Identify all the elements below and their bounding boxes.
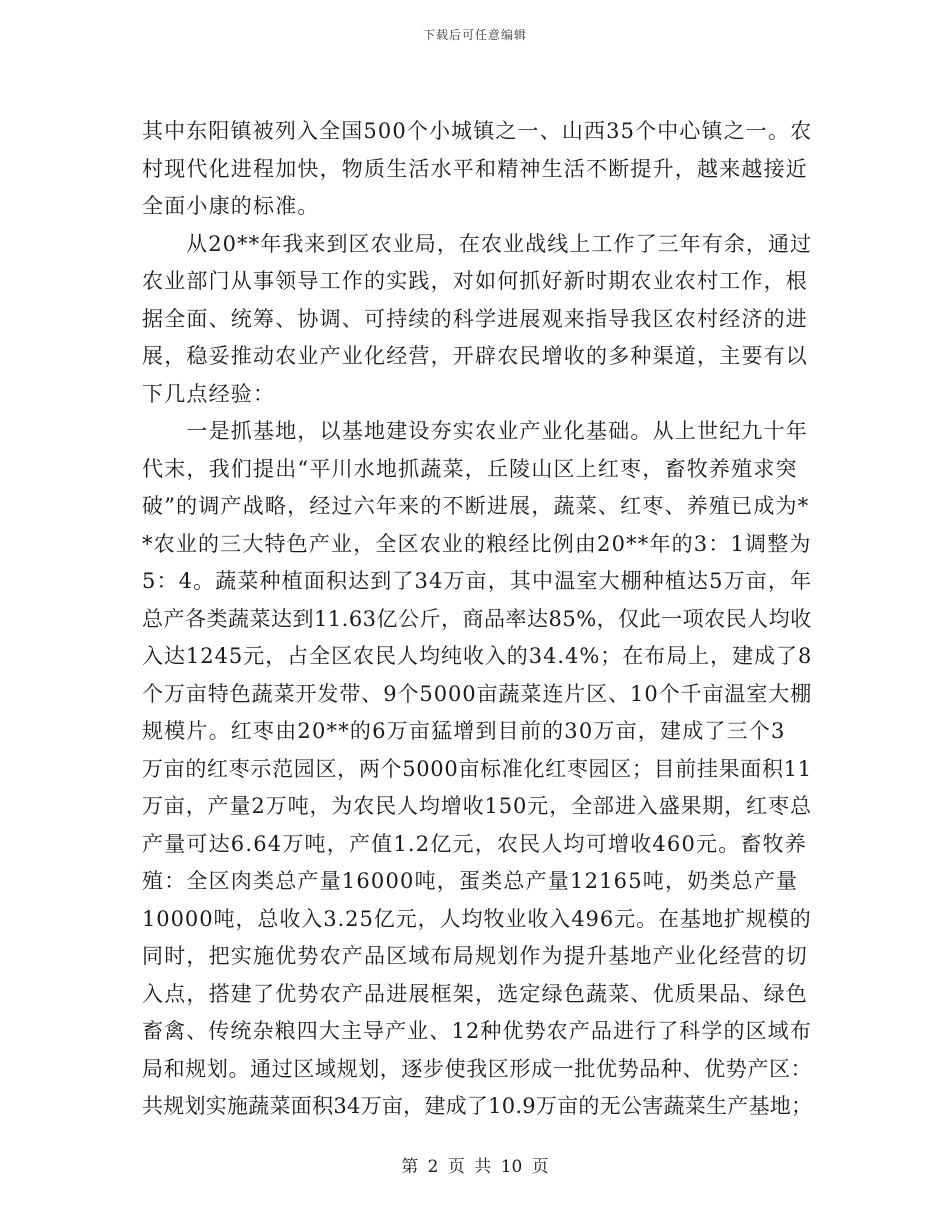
text-line: 入达1245元，占全区农民人均纯收入的34.4%；在布局上，建成了8 bbox=[142, 644, 813, 668]
text-line: 万亩，产量2万吨，为农民人均增收150元，全部进入盛果期，红枣总 bbox=[142, 794, 812, 818]
text-line: 畜禽、传统杂粮四大主导产业、12种优势农产品进行了科学的区域布 bbox=[142, 1019, 812, 1043]
text-line: 产量可达6.64万吨，产值1.2亿元，农民人均可增收460元。畜牧养 bbox=[142, 831, 808, 856]
text-line: 个万亩特色蔬菜开发带、9个5000亩蔬菜连片区、10个千亩温室大棚 bbox=[142, 681, 813, 706]
text-line: 10000吨，总收入3.25亿元，人均牧业收入496元。在基地扩规模的 bbox=[142, 906, 812, 931]
text-line: 农业部门从事领导工作的实践，对如何抓好新时期农业农村工作，根 bbox=[142, 269, 808, 293]
text-line: 展，稳妥推动农业产业化经营，开辟农民增收的多种渠道，主要有以 bbox=[142, 344, 808, 368]
text-line: 全面小康的标准。 bbox=[142, 194, 320, 218]
text-line: 入点，搭建了优势农产品进展框架，选定绿色蔬菜、优质果品、绿色 bbox=[142, 981, 808, 1006]
text-line: *农业的三大特色产业，全区农业的粮经比例由20**年的3：1调整为 bbox=[142, 531, 812, 556]
text-line: 同时，把实施优势农产品区域布局规划作为提升基地产业化经营的切 bbox=[142, 944, 808, 968]
text-line: 万亩的红枣示范园区，两个5000亩标准化红枣园区；目前挂果面积11 bbox=[142, 756, 812, 781]
text-line: 代末，我们提出“平川水地抓蔬菜，丘陵山区上红枣，畜牧养殖求突 bbox=[142, 456, 798, 481]
text-line: 破”的调产战略，经过六年来的不断进展，蔬菜、红枣、养殖已成为* bbox=[142, 494, 810, 518]
text-line: 其中东阳镇被列入全国500个小城镇之一、山西35个中心镇之一。农 bbox=[142, 119, 813, 143]
text-line: 一是抓基地，以基地建设夯实农业产业化基础。从上世纪九十年 bbox=[142, 419, 808, 443]
text-line: 据全面、统筹、协调、可持续的科学进展观来指导我区农村经济的进 bbox=[142, 306, 808, 331]
text-line: 下几点经验： bbox=[142, 381, 276, 406]
text-line: 殖：全区肉类总产量16000吨，蛋类总产量12165吨，奶类总产量 bbox=[142, 869, 799, 893]
text-line: 从20**年我来到区农业局，在农业战线上工作了三年有余，通过 bbox=[142, 231, 813, 256]
text-line: 共规划实施蔬菜面积34万亩，建成了10.9万亩的无公害蔬菜生产基地； bbox=[142, 1094, 813, 1118]
text-line: 村现代化进程加快，物质生活水平和精神生活不断提升，越来越接近 bbox=[142, 156, 808, 181]
document-body bbox=[142, 113, 812, 1126]
text-line: 规模片。红枣由20**的6万亩猛增到目前的30万亩，建成了三个3 bbox=[142, 719, 786, 743]
page-header: 下载后可任意编辑 bbox=[422, 28, 527, 42]
text-line: 总产各类蔬菜达到11.63亿公斤，商品率达85%，仅此一项农民人均收 bbox=[142, 606, 812, 631]
text-line: 5：4。蔬菜种植面积达到了34万亩，其中温室大棚种植达5万亩，年 bbox=[142, 569, 813, 593]
text-line: 局和规划。通过区域规划，逐步使我区形成一批优势品种、优势产区： bbox=[142, 1056, 813, 1081]
page-number: 第 2 页 共 10 页 bbox=[401, 1157, 549, 1177]
